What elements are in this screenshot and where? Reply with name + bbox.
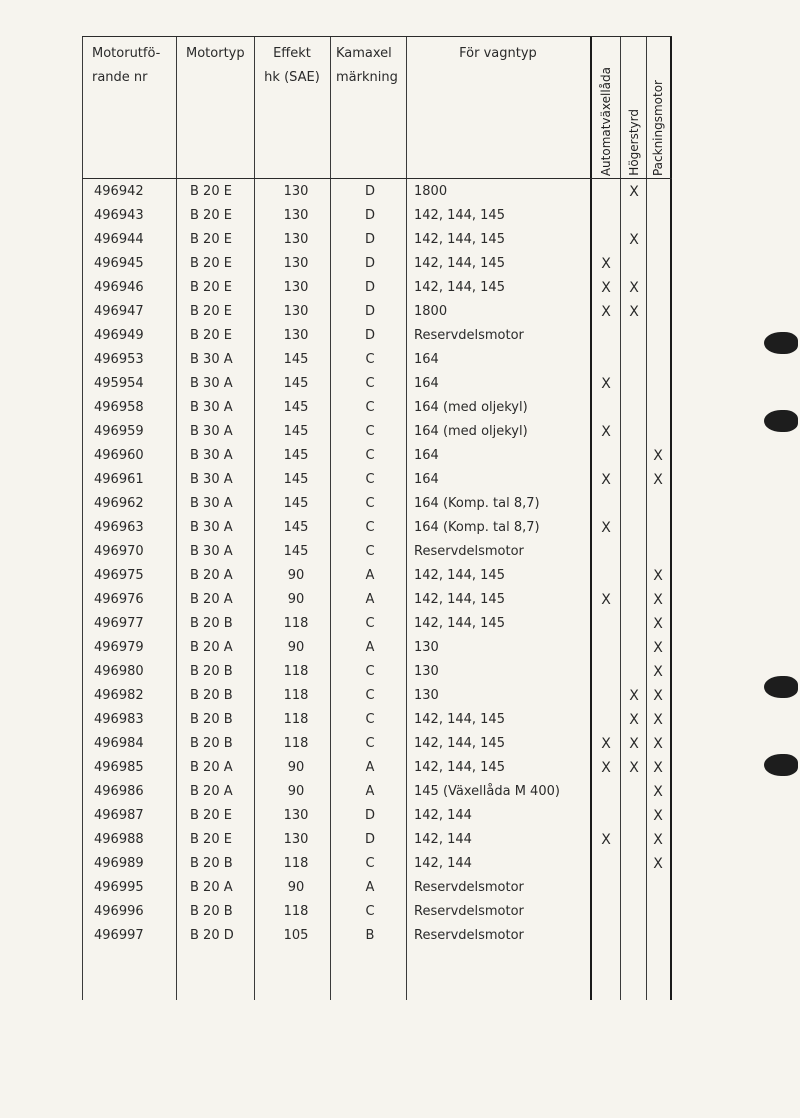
effekt-cell: 90 [287,880,305,895]
motor-nr-cell: 496949 [94,328,144,343]
motor-nr-cell: 496996 [94,904,144,919]
packning-mark: X [653,448,663,464]
hogerstyrd-mark: X [629,760,639,776]
motor-nr-cell: 496979 [94,640,144,655]
kamaxel-cell: D [364,304,375,319]
vagntyp-cell: 1800 [414,184,448,199]
vagntyp-cell: 164 [414,472,439,487]
vagntyp-cell: 142, 144, 145 [414,712,505,727]
kamaxel-cell: C [365,496,375,511]
kamaxel-cell: D [364,328,375,343]
motortyp-cell: B 20 A [190,592,233,607]
automat-mark: X [601,832,611,848]
motor-nr-cell: 496961 [94,472,144,487]
motortyp-cell: B 30 A [190,424,233,439]
motor-nr-cell: 496988 [94,832,144,847]
effekt-cell: 145 [283,352,309,367]
kamaxel-cell: C [365,736,375,751]
binder-hole [764,754,798,776]
motor-nr-cell: 496987 [94,808,144,823]
effekt-cell: 130 [283,304,309,319]
motortyp-cell: B 20 E [190,832,232,847]
table-row [82,708,672,732]
packning-mark: X [653,856,663,872]
kamaxel-cell: C [365,616,375,631]
packning-mark: X [653,664,663,680]
packning-mark: X [653,832,663,848]
motortyp-cell: B 30 A [190,544,233,559]
packning-mark: X [653,640,663,656]
motortyp-cell: B 30 A [190,352,233,367]
motortyp-cell: B 20 B [190,688,233,703]
motortyp-cell: B 20 A [190,640,233,655]
table-row [82,252,672,276]
packning-mark: X [653,592,663,608]
motor-nr-cell: 496989 [94,856,144,871]
vagntyp-cell: 142, 144 [414,856,472,871]
motor-nr-cell: 496946 [94,280,144,295]
automat-mark: X [601,472,611,488]
table-row [82,924,672,948]
motor-nr-cell: 496983 [94,712,144,727]
motor-nr-cell: 496942 [94,184,144,199]
table-row [82,348,672,372]
motor-nr-cell: 496976 [94,592,144,607]
motor-nr-cell: 496984 [94,736,144,751]
packning-mark: X [653,616,663,632]
kamaxel-cell: C [365,448,375,463]
motor-nr-cell: 496977 [94,616,144,631]
table-row [82,588,672,612]
motor-nr-cell: 496944 [94,232,144,247]
automat-mark: X [601,304,611,320]
motortyp-cell: B 20 E [190,232,232,247]
effekt-cell: 118 [283,664,309,679]
hogerstyrd-mark: X [629,304,639,320]
vagntyp-cell: Reservdelsmotor [414,928,524,943]
automat-mark: X [601,760,611,776]
vagntyp-cell: 142, 144, 145 [414,616,505,631]
packning-mark: X [653,712,663,728]
effekt-cell: 90 [287,640,305,655]
motortyp-cell: B 20 B [190,616,233,631]
kamaxel-cell: A [365,880,375,895]
kamaxel-cell: D [364,256,375,271]
vagntyp-cell: 164 [414,448,439,463]
vagntyp-cell: 142, 144, 145 [414,736,505,751]
header-effekt-line1: Effekt [273,46,311,61]
kamaxel-cell: D [364,232,375,247]
motortyp-cell: B 20 A [190,784,233,799]
packning-mark: X [653,688,663,704]
kamaxel-cell: C [365,520,375,535]
table-row [82,732,672,756]
effekt-cell: 145 [283,544,309,559]
binder-hole [764,332,798,354]
motortyp-cell: B 20 B [190,712,233,727]
motor-nr-cell: 496947 [94,304,144,319]
vagntyp-cell: 142, 144, 145 [414,232,505,247]
packning-mark: X [653,808,663,824]
effekt-cell: 130 [283,208,309,223]
vagntyp-cell: 142, 144 [414,808,472,823]
motortyp-cell: B 20 D [190,928,234,943]
packning-mark: X [653,784,663,800]
effekt-cell: 145 [283,376,309,391]
kamaxel-cell: C [365,904,375,919]
vagntyp-cell: 142, 144, 145 [414,568,505,583]
motor-nr-cell: 496985 [94,760,144,775]
kamaxel-cell: D [364,808,375,823]
header-motor-nr: Motorutfö- rande nr [92,46,161,85]
automat-mark: X [601,256,611,272]
motortyp-cell: B 20 A [190,760,233,775]
hogerstyrd-mark: X [629,736,639,752]
motortyp-cell: B 30 A [190,376,233,391]
table-row [82,636,672,660]
motortyp-cell: B 20 B [190,904,233,919]
hogerstyrd-mark: X [629,712,639,728]
effekt-cell: 130 [283,808,309,823]
header-motortyp: Motortyp [186,46,245,61]
header-kamaxel-line1: Kamaxel [336,46,392,61]
kamaxel-cell: A [365,640,375,655]
kamaxel-cell: C [365,424,375,439]
table-row [82,444,672,468]
motortyp-cell: B 20 B [190,736,233,751]
motor-nr-cell: 496975 [94,568,144,583]
motortyp-cell: B 30 A [190,520,233,535]
vagntyp-cell: 130 [414,664,439,679]
motortyp-cell: B 20 E [190,304,232,319]
header-kamaxel-line2: märkning [336,70,398,85]
vagntyp-cell: Reservdelsmotor [414,328,524,343]
effekt-cell: 118 [283,688,309,703]
table-row [82,564,672,588]
vagntyp-cell: 145 (Växellåda M 400) [414,784,560,799]
kamaxel-cell: A [365,784,375,799]
header-effekt-line2: hk (SAE) [264,70,320,85]
effekt-cell: 118 [283,736,309,751]
packning-mark: X [653,760,663,776]
vagntyp-cell: 142, 144, 145 [414,760,505,775]
effekt-cell: 118 [283,712,309,727]
vagntyp-cell: 142, 144 [414,832,472,847]
effekt-cell: 145 [283,496,309,511]
vagntyp-cell: Reservdelsmotor [414,544,524,559]
automat-mark: X [601,376,611,392]
binder-hole [764,410,798,432]
packning-mark: X [653,472,663,488]
header-effekt [254,42,330,90]
motor-nr-cell: 496960 [94,448,144,463]
effekt-cell: 90 [287,592,305,607]
kamaxel-cell: C [365,376,375,391]
motor-nr-cell: 496980 [94,664,144,679]
effekt-cell: 90 [287,760,305,775]
table-row [82,372,672,396]
table-row [82,492,672,516]
motortyp-cell: B 20 B [190,856,233,871]
vagntyp-cell: 130 [414,640,439,655]
effekt-cell: 130 [283,328,309,343]
packning-mark: X [653,736,663,752]
automat-mark: X [601,520,611,536]
hogerstyrd-mark: X [629,280,639,296]
table-row [82,300,672,324]
effekt-cell: 105 [283,928,309,943]
motor-nr-cell: 496953 [94,352,144,367]
table-row [82,900,672,924]
kamaxel-cell: C [365,400,375,415]
motortyp-cell: B 30 A [190,400,233,415]
effekt-cell: 145 [283,424,309,439]
table-row [82,396,672,420]
kamaxel-cell: B [365,928,375,943]
vagntyp-cell: 164 (Komp. tal 8,7) [414,496,540,511]
effekt-cell: 145 [283,472,309,487]
table-row [82,852,672,876]
kamaxel-cell: D [364,280,375,295]
motortyp-cell: B 20 E [190,328,232,343]
vagntyp-cell: 164 [414,352,439,367]
effekt-cell: 130 [283,832,309,847]
header-bottom-rule [82,178,672,179]
table-row [82,540,672,564]
table-row [82,276,672,300]
table-row [82,684,672,708]
effekt-cell: 90 [287,784,305,799]
motortyp-cell: B 30 A [190,472,233,487]
packning-mark: X [653,568,663,584]
vagntyp-cell: 142, 144, 145 [414,592,505,607]
motortyp-cell: B 20 B [190,664,233,679]
vagntyp-cell: 1800 [414,304,448,319]
hogerstyrd-mark: X [629,232,639,248]
motortyp-cell: B 20 E [190,808,232,823]
table-row [82,228,672,252]
vagntyp-cell: 164 (Komp. tal 8,7) [414,520,540,535]
automat-mark: X [601,424,611,440]
motor-nr-cell: 496943 [94,208,144,223]
vagntyp-cell: 142, 144, 145 [414,280,505,295]
effekt-cell: 145 [283,448,309,463]
effekt-cell: 130 [283,184,309,199]
kamaxel-cell: C [365,664,375,679]
motor-nr-cell: 496945 [94,256,144,271]
kamaxel-cell: A [365,568,375,583]
table-row [82,780,672,804]
effekt-cell: 145 [283,400,309,415]
motortyp-cell: B 20 E [190,256,232,271]
effekt-cell: 130 [283,280,309,295]
motortyp-cell: B 20 E [190,184,232,199]
vagntyp-cell: Reservdelsmotor [414,904,524,919]
kamaxel-cell: A [365,592,375,607]
motor-nr-cell: 496997 [94,928,144,943]
motortyp-cell: B 20 E [190,280,232,295]
header-packningsmotor: Packningsmotor [651,79,665,176]
vagntyp-cell: Reservdelsmotor [414,880,524,895]
kamaxel-cell: D [364,184,375,199]
vagntyp-cell: 164 (med oljekyl) [414,400,528,415]
table-row [82,828,672,852]
automat-mark: X [601,736,611,752]
automat-mark: X [601,280,611,296]
table-row [82,516,672,540]
effekt-cell: 145 [283,520,309,535]
table-row [82,180,672,204]
kamaxel-cell: C [365,544,375,559]
table-row [82,324,672,348]
vagntyp-cell: 142, 144, 145 [414,208,505,223]
effekt-cell: 118 [283,616,309,631]
motor-nr-cell: 496970 [94,544,144,559]
vagntyp-cell: 164 [414,376,439,391]
kamaxel-cell: C [365,712,375,727]
effekt-cell: 118 [283,856,309,871]
kamaxel-cell: C [365,472,375,487]
effekt-cell: 130 [283,232,309,247]
table-row [82,756,672,780]
motor-nr-cell: 495954 [94,376,144,391]
motor-nr-cell: 496962 [94,496,144,511]
table-row [82,660,672,684]
header-hogerstyrd: Högerstyrd [627,109,641,176]
vagntyp-cell: 142, 144, 145 [414,256,505,271]
table-row [82,876,672,900]
header-kamaxel [336,42,398,90]
motortyp-cell: B 20 E [190,208,232,223]
kamaxel-cell: C [365,688,375,703]
kamaxel-cell: A [365,760,375,775]
vagntyp-cell: 130 [414,688,439,703]
motortyp-cell: B 30 A [190,496,233,511]
motor-nr-cell: 496959 [94,424,144,439]
engine-table [82,36,672,1000]
hogerstyrd-mark: X [629,688,639,704]
kamaxel-cell: D [364,832,375,847]
table-row [82,420,672,444]
table-top-rule [82,36,672,37]
motor-nr-cell: 496982 [94,688,144,703]
motor-nr-cell: 496986 [94,784,144,799]
header-automatvaxellada: Automatväxellåda [599,66,613,176]
motor-nr-cell: 496995 [94,880,144,895]
motortyp-cell: B 20 A [190,880,233,895]
effekt-cell: 118 [283,904,309,919]
vagntyp-cell: 164 (med oljekyl) [414,424,528,439]
kamaxel-cell: C [365,856,375,871]
kamaxel-cell: C [365,352,375,367]
hogerstyrd-mark: X [629,184,639,200]
motortyp-cell: B 30 A [190,448,233,463]
kamaxel-cell: D [364,208,375,223]
effekt-cell: 90 [287,568,305,583]
motor-nr-cell: 496963 [94,520,144,535]
motor-nr-cell: 496958 [94,400,144,415]
binder-hole [764,676,798,698]
table-row [82,804,672,828]
motortyp-cell: B 20 A [190,568,233,583]
header-vagntyp: För vagntyp [459,46,537,61]
table-row [82,468,672,492]
table-row [82,612,672,636]
effekt-cell: 130 [283,256,309,271]
automat-mark: X [601,592,611,608]
table-row [82,204,672,228]
